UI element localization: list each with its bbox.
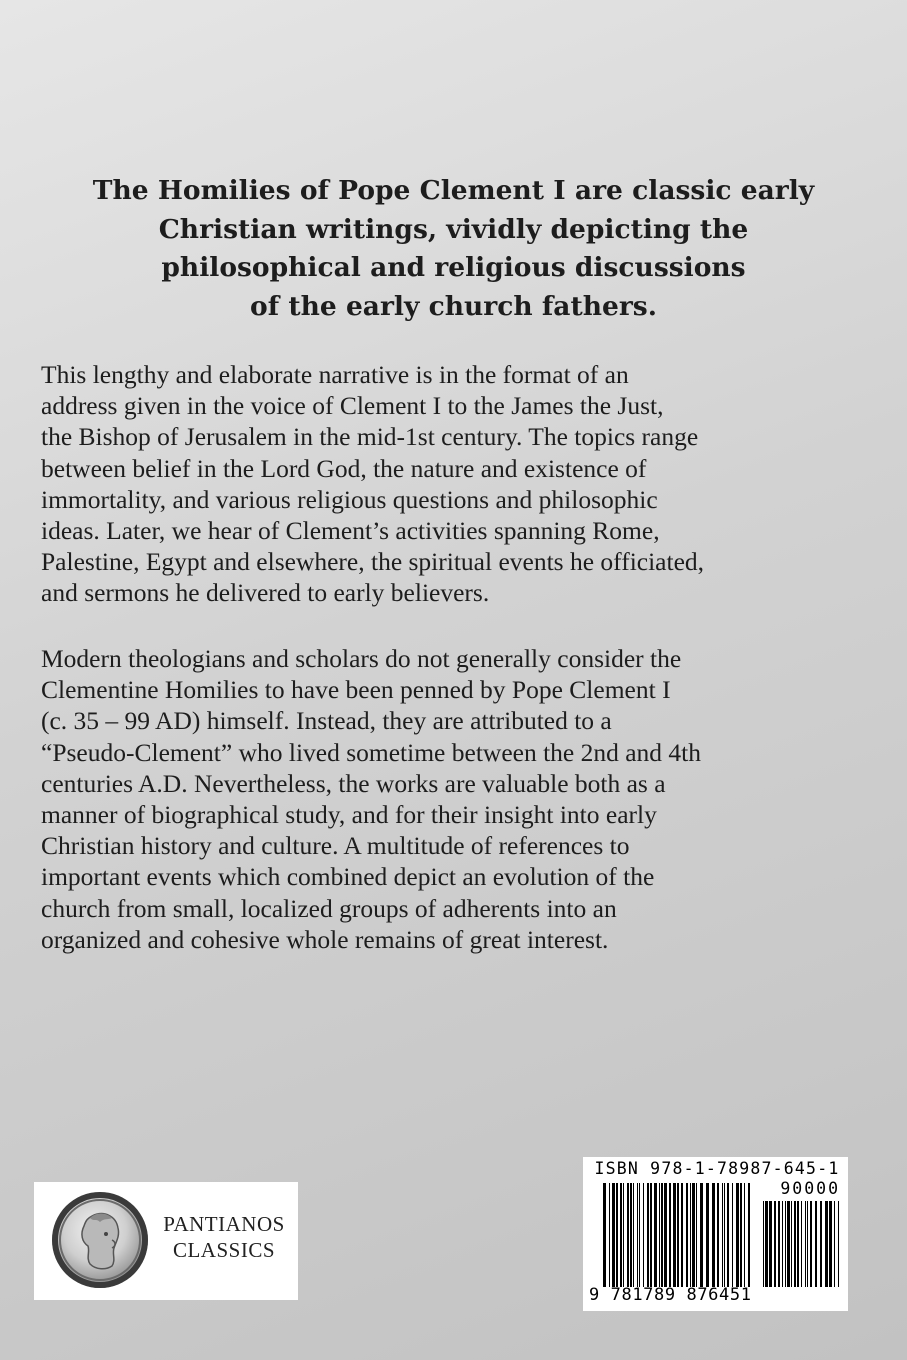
- tagline: [60, 172, 847, 326]
- tagline-line: of the early church fathers.: [250, 290, 657, 322]
- description-paragraph-2: [41, 643, 871, 955]
- text-line: manner of biographical study, and for their insight into early: [41, 800, 657, 830]
- tagline-line: Christian writings, vividly depicting the: [158, 213, 749, 245]
- text-line: ideas. Later, we hear of Clement’s activities spanning Rome,: [41, 516, 660, 546]
- text-line: Clementine Homilies to have been penned by Pope Clement I: [41, 675, 671, 705]
- price-code: 90000: [780, 1179, 840, 1198]
- text-line: centuries A.D. Nevertheless, the works are valuable both as a: [41, 768, 666, 798]
- text-line: Christian history and culture. A multitude of references to: [41, 831, 630, 861]
- text-line: organized and cohesive whole remains of great interest.: [41, 924, 609, 954]
- text-line: (c. 35 – 99 AD) himself. Instead, they are attributed to a: [41, 706, 612, 736]
- isbn-barcode: [583, 1157, 848, 1311]
- publisher-logo: [34, 1182, 298, 1300]
- isbn-label: ISBN 978-1-78987-645-1: [594, 1159, 840, 1178]
- text-line: Modern theologians and scholars do not generally consider the: [41, 644, 682, 673]
- publisher-name-line-2: CLASSICS: [172, 1238, 276, 1262]
- coin-portrait-icon: [52, 1192, 148, 1288]
- barcode-bars: [603, 1183, 753, 1287]
- text-line: immortality, and various religious questions and philosophic: [41, 484, 658, 514]
- tagline-line: The Homilies of Pope Clement I are classic early: [92, 175, 815, 206]
- description-paragraph-1: [41, 359, 871, 609]
- ean-digits: 9 781789 876451: [589, 1285, 752, 1305]
- text-line: important events which combined depict an evolution of the: [41, 862, 655, 892]
- text-line: “Pseudo-Clement” who lived sometime between the 2nd and 4th: [41, 737, 702, 767]
- text-line: address given in the voice of Clement I to the James the Just,: [41, 391, 664, 421]
- text-line: the Bishop of Jerusalem in the mid-1st century. The topics range: [41, 422, 699, 452]
- barcode-addon-bars: [763, 1201, 839, 1287]
- publisher-name-line-1: PANTIANOS: [163, 1212, 285, 1236]
- text-line: church from small, localized groups of adherents into an: [41, 893, 617, 923]
- text-line: This lengthy and elaborate narrative is in the format of an: [41, 360, 629, 389]
- text-line: Palestine, Egypt and elsewhere, the spiritual events he officiated,: [41, 547, 705, 577]
- tagline-line: philosophical and religious discussions: [161, 252, 746, 283]
- text-line: and sermons he delivered to early believers.: [41, 578, 490, 608]
- text-line: between belief in the Lord God, the nature and existence of: [41, 453, 647, 483]
